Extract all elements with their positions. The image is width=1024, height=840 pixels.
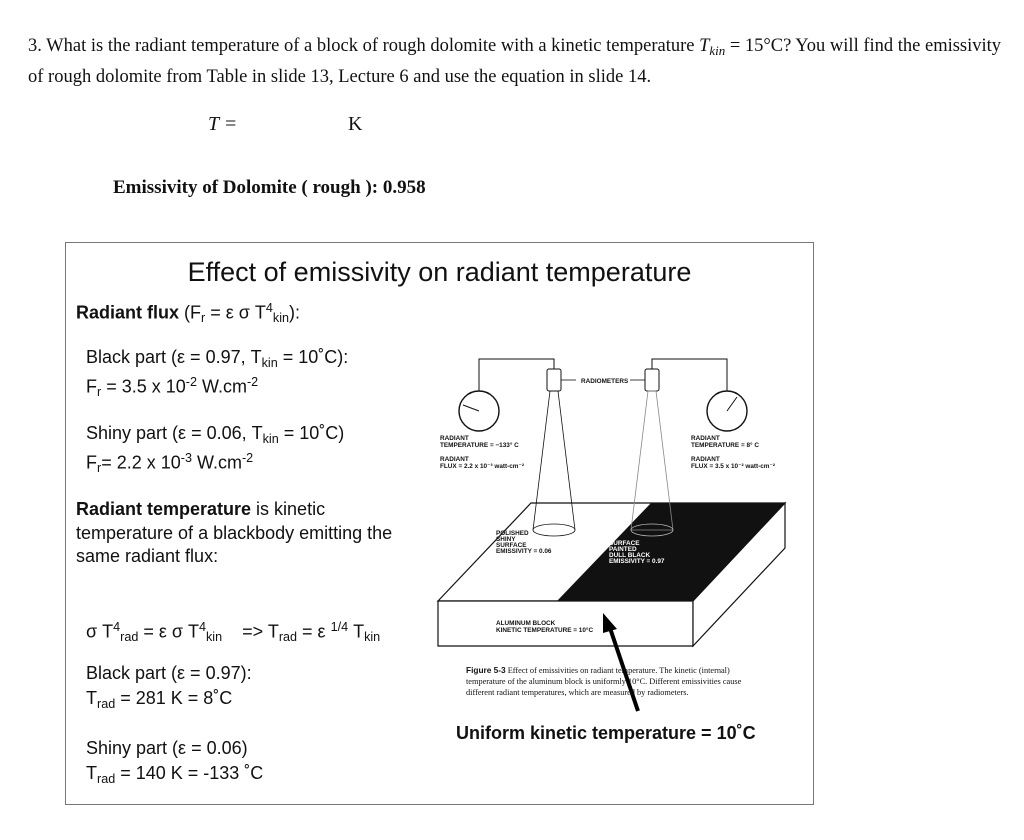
uniform-temperature-label: Uniform kinetic temperature = 10˚C — [456, 723, 756, 743]
radiant-temp-definition: Radiant temperature is kinetic — [76, 499, 326, 519]
black-result: $T_{rad} = 281$ K = 8˚C — [86, 688, 233, 711]
radiant-flux-line: Radiant flux ($F_r = \varepsilon$ σ $T^4_{kin}$): — [76, 301, 300, 326]
question-part2: You will find the emissivity of rough dolomite from Table in slide 13, Lecture 6 and use the equation in slide 14. — [28, 36, 1002, 87]
radiometer-figure — [433, 343, 803, 713]
left-view-spot — [533, 524, 575, 536]
left-wire — [479, 359, 554, 399]
right-wire — [652, 359, 727, 399]
shiny-result-heading: Shiny part (ε = 0.06) — [86, 738, 248, 758]
svg-text:DULL BLACK: DULL BLACK — [609, 552, 651, 559]
svg-text:RADIANT: RADIANT — [691, 456, 720, 463]
lecture-slide — [65, 242, 814, 805]
right-radiometer — [645, 369, 659, 391]
svg-text:ALUMINUM BLOCK: ALUMINUM BLOCK — [496, 620, 556, 627]
question-part1: What is the radiant temperature of a block of rough dolomite with a kinetic temperature — [46, 36, 695, 56]
radiant-temp-equation: σ $T^4_{rad} = \varepsilon$ σ $T^4_{kin}$ => $T_{rad} = \varepsilon$ $^{1/4}$ $T_{kin}$ — [86, 620, 381, 645]
tkin-subscript: kin — [709, 42, 726, 58]
black-part-heading: Black part (ε = 0.97, $T_{kin}$ = 10˚C): — [86, 347, 349, 370]
svg-text:POLISHED: POLISHED — [496, 530, 529, 537]
svg-text:KINETIC TEMPERATURE = 10°C: KINETIC TEMPERATURE = 10°C — [496, 627, 594, 634]
svg-text:TEMPERATURE = 8° C: TEMPERATURE = 8° C — [691, 442, 759, 449]
svg-text:TEMPERATURE = −133° C: TEMPERATURE = −133° C — [440, 442, 519, 449]
answer-label: T = — [208, 113, 238, 135]
figure-caption: Figure 5-3 Effect of emissivities on radiant temperature. The kinetic (internal) temperature of the aluminum block is uniformly 10°C. Different emissivities cause different radiant temperatures, which are measured by radiometers. — [466, 665, 742, 697]
aluminum-block-front — [438, 601, 693, 646]
shiny-part-heading: Shiny part (ε = 0.06, $T_{kin}$ = 10˚C) — [86, 423, 345, 446]
svg-text:SURFACE: SURFACE — [496, 542, 527, 549]
svg-text:RADIANT: RADIANT — [440, 435, 469, 442]
svg-text:FLUX = 2.2 x 10⁻³ watt-cm⁻²: FLUX = 2.2 x 10⁻³ watt-cm⁻² — [440, 463, 524, 470]
svg-text:SHINY: SHINY — [496, 536, 516, 543]
shiny-part-flux: $F_r= 2.2$ x $10^{-3}$ $W.cm^{-2}$ — [86, 451, 254, 476]
slide-title: Effect of emissivity on radiant temperature — [187, 257, 692, 287]
svg-text:EMISSIVITY = 0.97: EMISSIVITY = 0.97 — [609, 558, 665, 565]
question-text — [28, 33, 1003, 90]
svg-text:EMISSIVITY = 0.06: EMISSIVITY = 0.06 — [496, 548, 552, 555]
black-result-heading: Black part (ε = 0.97): — [86, 663, 252, 683]
tkin-symbol: T — [699, 36, 710, 56]
emissivity-note: Emissivity of Dolomite ( rough ): 0.958 — [113, 177, 426, 198]
svg-text:RADIANT: RADIANT — [440, 456, 469, 463]
answer-unit: K — [348, 113, 363, 135]
svg-text:PAINTED: PAINTED — [609, 546, 637, 553]
black-part-flux: $F_r = 3.5$ x $10^{-2}$ $W.cm^{-2}$ — [86, 375, 259, 400]
question-number: 3. — [28, 36, 42, 56]
radiant-temp-definition-3: same radiant flux: — [76, 546, 219, 566]
tkin-value: = 15°C? — [725, 36, 792, 56]
svg-text:FLUX = 3.5 x 10⁻² watt-cm⁻²: FLUX = 3.5 x 10⁻² watt-cm⁻² — [691, 463, 775, 470]
left-radiometer — [547, 369, 561, 391]
radiometers-label: RADIOMETERS — [581, 378, 629, 385]
svg-text:SURFACE: SURFACE — [609, 540, 640, 547]
svg-text:RADIANT: RADIANT — [691, 435, 720, 442]
shiny-result: $T_{rad} = 140$ K = -133 ˚C — [86, 763, 264, 786]
radiant-temp-definition-2: temperature of a blackbody emitting the — [76, 523, 393, 543]
